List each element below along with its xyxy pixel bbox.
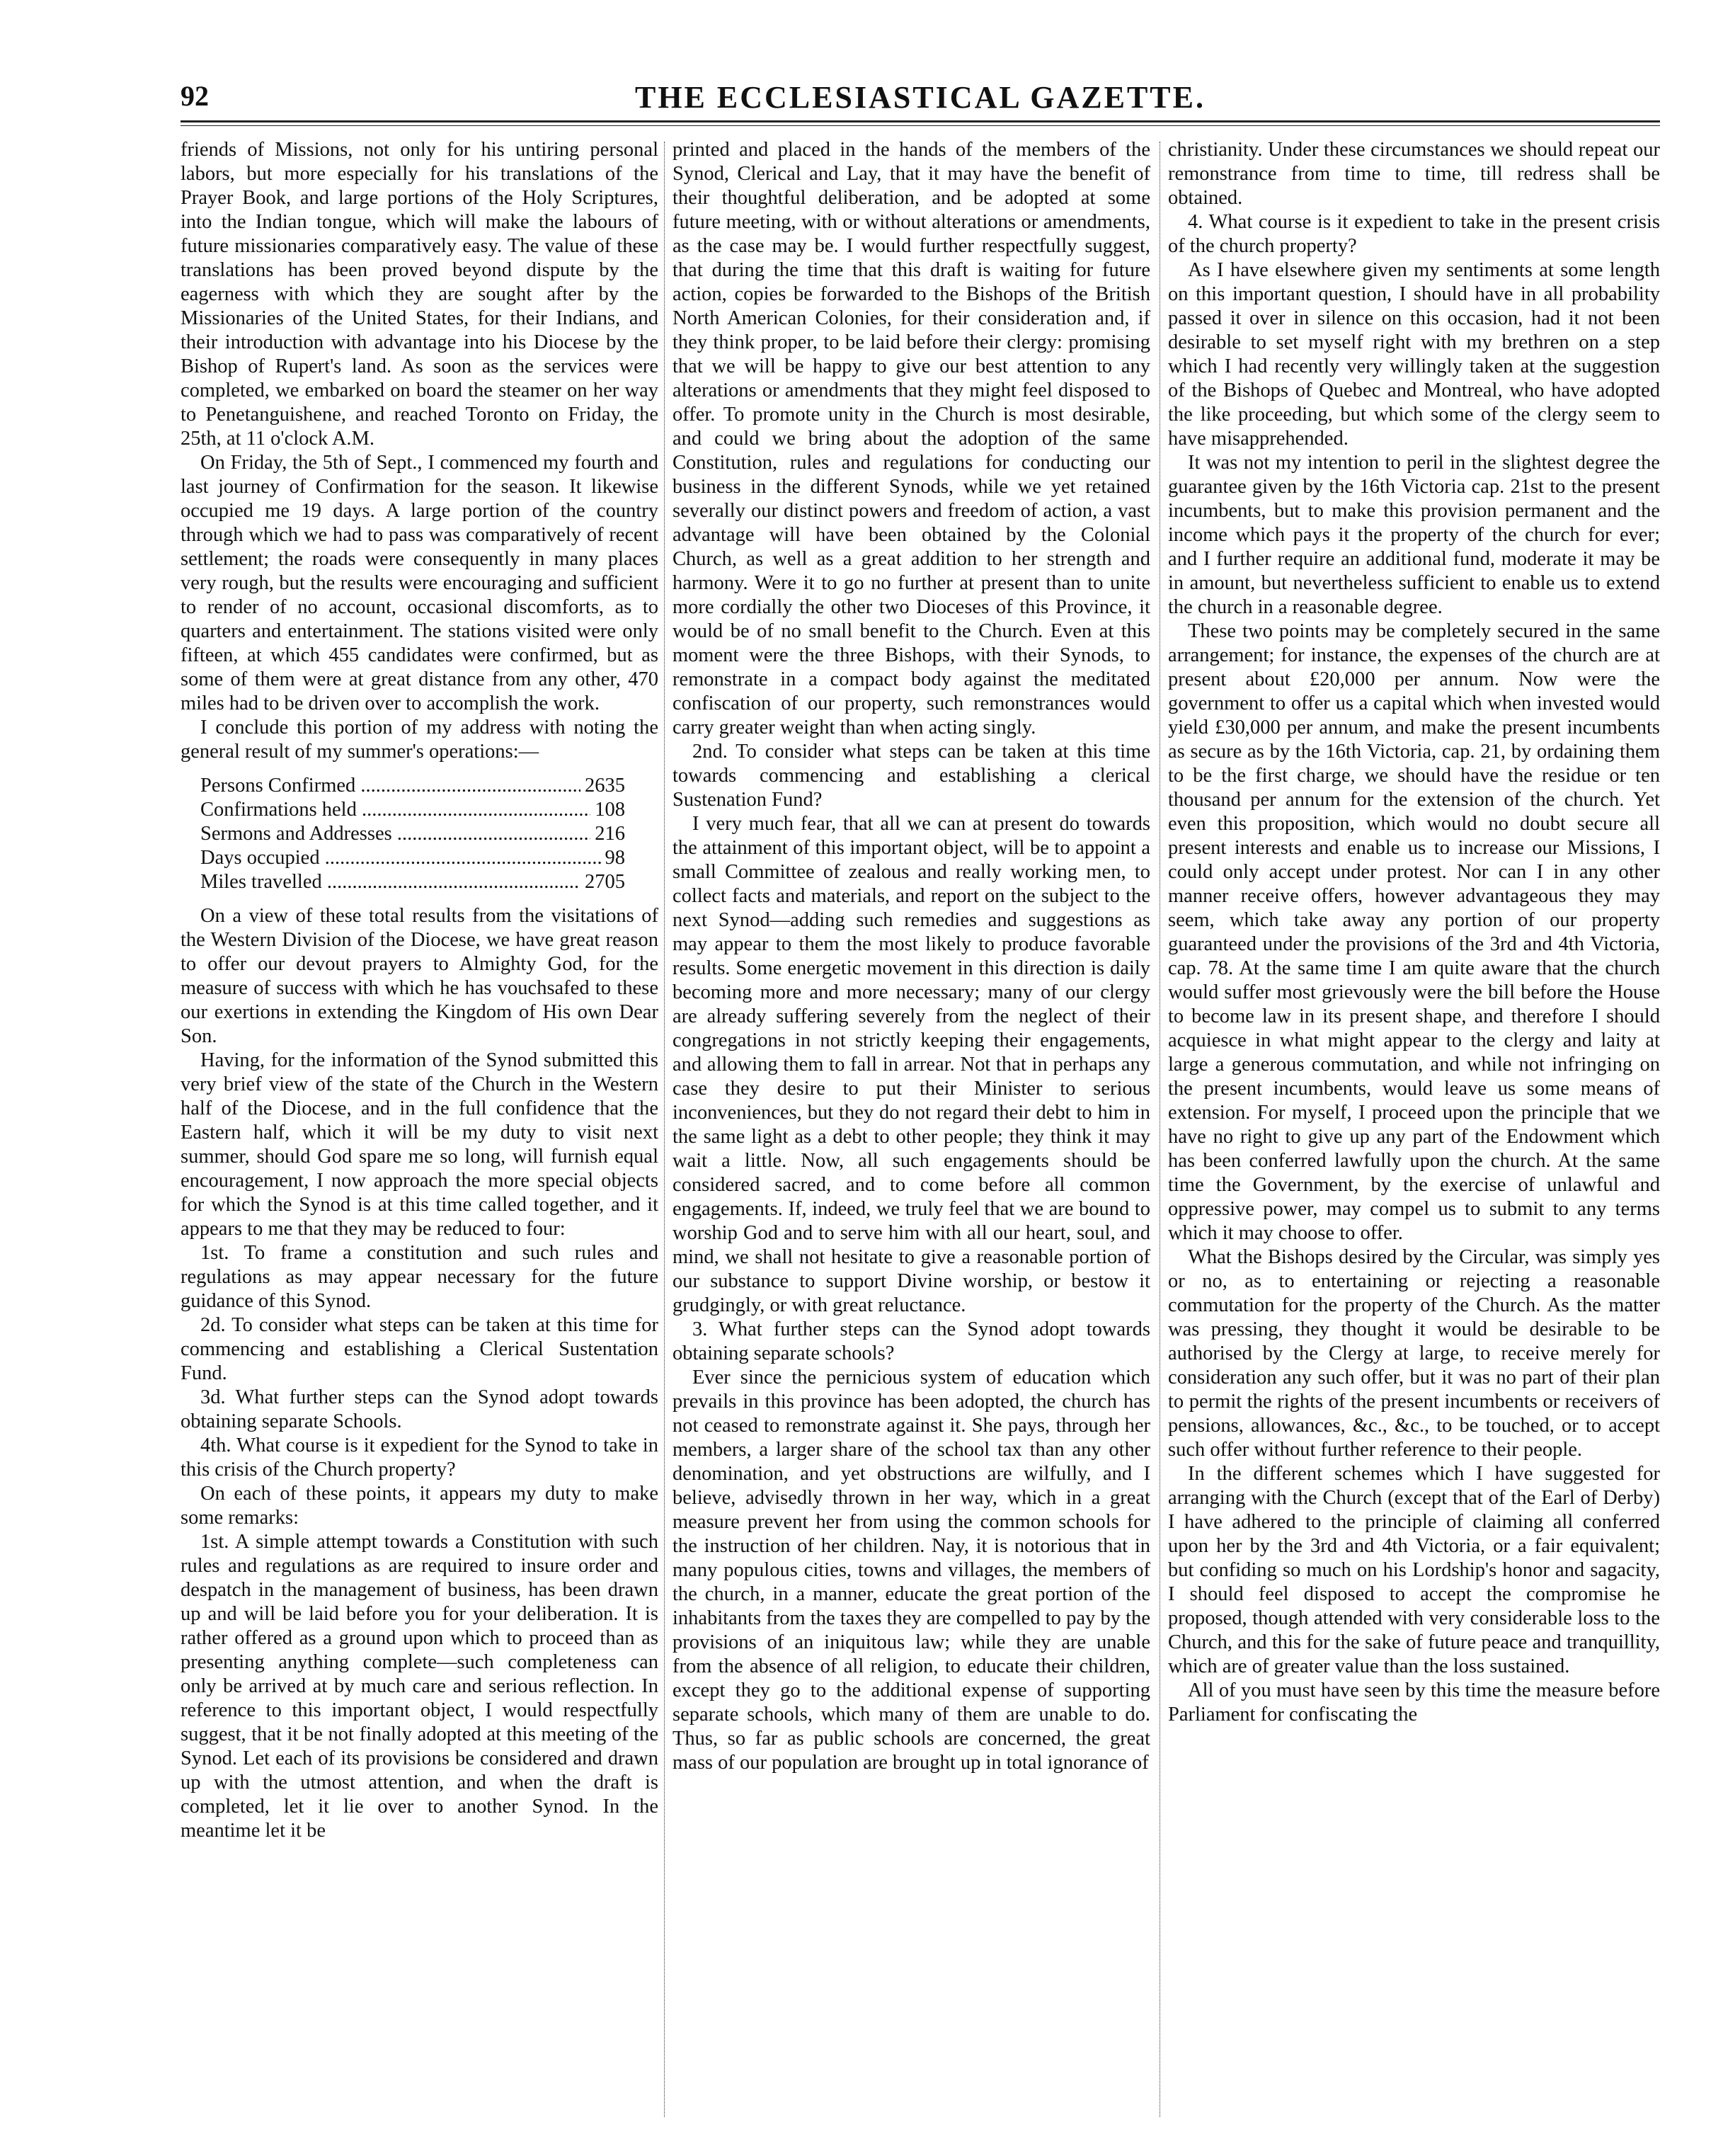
paragraph: 4. What course is it expedient to take in the present crisis of the church property?	[1168, 211, 1660, 257]
stats-label: Days occupied .....	[200, 846, 601, 870]
stats-row	[200, 846, 625, 870]
column-divider	[664, 142, 665, 2117]
paragraph: Ever since the pernicious system of education which prevails in this province has been adopted, the church has not ceased to remonstrate against it. She pays, through her members, a larger share of the school tax than any other denomination, and yet obstructions are wilfully, and I believe, advisedly thrown in her way, which in a great measure prevent her from using the common schools for the instruction of her children. Nay, it is notorious that in many populous cities, towns and villages, the members of the church, in a manner, educate the great portion of the inhabitants from the taxes they are compelled to pay by the provisions of an iniquitous law; while they are unable from the absence of all religion, to educate their children, except they go to the additional expense of supporting separate schools, which many of them are unable to do. Thus, so far as public schools are concerned, the great mass of our population are brought up in total ignorance of	[672, 1367, 1150, 1774]
page-header	[181, 79, 1660, 122]
stats-row	[200, 774, 625, 798]
stats-row	[200, 870, 625, 894]
paragraph: It was not my intention to peril in the slightest degree the guarantee given by the 16th Victoria cap. 21st to the present incumbents, but to make this provision permanent and the income which pays it the property of the church for ever; and I further require an additional fund, moderate it may be in amount, but nevertheless sufficient to enable us to extend the church in a reasonable degree.	[1168, 452, 1660, 618]
publication-title: THE ECCLESIASTICAL GAZETTE.	[634, 80, 1206, 115]
stats-value: 2705	[585, 871, 625, 893]
page-number: 92	[181, 80, 209, 112]
paragraph: 3. What further steps can the Synod adopt towards obtaining separate schools?	[672, 1318, 1150, 1364]
summary-stats-table	[200, 774, 625, 894]
stats-row	[200, 798, 625, 822]
paragraph: On each of these points, it appears my duty to make some remarks:	[181, 1483, 658, 1529]
paragraph: 2d. To consider what steps can be taken at this time for commencing and establishing a Clerical Sustentation Fund.	[181, 1314, 658, 1384]
paragraph: As I have elsewhere given my sentiments at some length on this important question, I should have in all probability passed it over in silence on this occasion, had it not been desirable to set myself right with my brethren on a step which I had recently very willingly taken at the suggestion of the Bishops of Quebec and Montreal, who have adopted the like proceeding, but which some of the clergy seem to have misapprehended.	[1168, 259, 1660, 450]
paragraph: 4th. What course is it expedient for the Synod to take in this crisis of the Church property?	[181, 1435, 658, 1481]
paragraph: I conclude this portion of my address with noting the general result of my summer's operations:—	[181, 717, 658, 763]
paragraph: All of you must have seen by this time the measure before Parliament for confiscating the	[1168, 1679, 1660, 1726]
paragraph: On a view of these total results from the visitations of the Western Division of the Diocese, we have great reason to offer our devout prayers to Almighty God, for the measure of success with which he has vouchsafed to these our exertions in extending the Kingdom of His own Dear Son.	[181, 905, 658, 1047]
column-1	[181, 138, 658, 2121]
paragraph: printed and placed in the hands of the members of the Synod, Clerical and Lay, that it may have the benefit of their thoughtful deliberation, and be adopted at some future meeting, with or without alterations or amendments, as the case may be. I would further respectfully suggest, that during the time that this draft is waiting for future action, copies be forwarded to the Bishops of the British North American Colonies, for their consideration and, if they think proper, to be laid before their clergy: promising that we will be happy to give our best attention to any alterations or amendments that they might feel disposed to offer. To promote unity in the Church is most desirable, and could we bring about the adoption of the same Constitution, rules and regulations for conducting our business in the different Synods, while we yet retained severally our distinct powers and freedom of action, a vast advantage will have been obtained by the Colonial Church, as well as a great addition to her strength and harmony. Were it to go no further at present than to unite more cordially the other two Dioceses of this Province, it would be of no small benefit to the Church. Even at this moment were the three Bishops, with their Synods, to remonstrate in a compact body against the meditated confiscation of our property, such remonstrances would carry greater weight than when acting singly.	[672, 139, 1150, 738]
paragraph: Having, for the information of the Synod submitted this very brief view of the state of the Church in the Western half of the Diocese, and in the full confidence that the Eastern half, which it will be my duty to visit next summer, should God spare me so long, will furnish equal encouragement, I now approach the more special objects for which the Synod is at this time called together, and it appears to me that they may be reduced to four:	[181, 1049, 658, 1240]
column-2	[672, 138, 1150, 2121]
paragraph: 2nd. To consider what steps can be taken at this time towards commencing and establishing a clerical Sustenation Fund?	[672, 741, 1150, 811]
paragraph: 3d. What further steps can the Synod adopt towards obtaining separate Schools.	[181, 1386, 658, 1432]
stats-label: Miles travelled .....	[200, 870, 580, 894]
paragraph: What the Bishops desired by the Circular, was simply yes or no, as to entertaining or rejecting a reasonable commutation for the property of the Church. As the matter was pressing, they thought it would be desirable to be authorised by the Clergy at large, to receive merely for consideration any such offer, but it was no part of their plan to permit the rights of the present incumbents or receivers of pensions, allowances, &c., &c., to be touched, or to accept such offer without further reference to their people.	[1168, 1246, 1660, 1461]
paragraph: 1st. A simple attempt towards a Constitution with such rules and regulations as are required to insure order and despatch in the management of business, has been drawn up and will be laid before you for your deliberation. It is rather offered as a ground upon which to proceed than as presenting anything complete—such completeness can only be arrived at by much care and serious reflection. In reference to this important object, I would respectfully suggest, that it be not finally adopted at this meeting of the Synod. Let each of its provisions be considered and drawn up with the utmost attention, and when the draft is completed, let it lie over to another Synod. In the meantime let it be	[181, 1531, 658, 1842]
header-rule	[181, 120, 1660, 122]
stats-label: Sermons and Addresses .....	[200, 822, 590, 846]
stats-value: 2635	[585, 775, 625, 797]
header-rule-thin	[181, 125, 1660, 126]
paragraph: christianity. Under these circumstances we should repeat our remonstrance from time to time, till redress shall be obtained.	[1168, 139, 1660, 209]
stats-row	[200, 822, 625, 846]
stats-value: 216	[595, 823, 625, 845]
stats-value: 108	[595, 799, 625, 821]
paragraph: friends of Missions, not only for his untiring personal labors, but more especially for his translations of the Prayer Book, and large portions of the Holy Scriptures, into the Indian tongue, which will make the labours of future missionaries comparatively easy. The value of these translations has been proved beyond dispute by the eagerness with which they are sought after by the Missionaries of the United States, for their Indians, and their introduction with advantage into his Diocese by the Bishop of Rupert's land. As soon as the services were completed, we embarked on board the steamer on her way to Penetanguishene, and reached Toronto on Friday, the 25th, at 11 o'clock A.M.	[181, 139, 658, 450]
paragraph: I very much fear, that all we can at present do towards the attainment of this important object, will be to appoint a small Committee of zealous and really working men, to collect facts and materials, and report on the subject to the next Synod—adding such remedies and suggestions as may appear to them the most likely to produce favorable results. Some energetic movement in this direction is daily becoming more and more necessary; many of our clergy are already suffering severely from the neglect of their congregations in not strictly keeping their engagements, and allowing them to fall in arrear. Not that in perhaps any case they desire to put their Minister to serious inconveniences, but they do not regard their debt to him in the same light as a debt to other people; they think it may wait a little. Now, all such engagements should be considered sacred, and to come before all common engagements. If, indeed, we truly feel that we are bound to worship God and to serve him with all our heart, soul, and mind, we shall not hesitate to give a reasonable portion of our substance to support Divine worship, or bestow it grudgingly, or with great reluctance.	[672, 813, 1150, 1316]
stats-label: Persons Confirmed .....	[200, 774, 580, 798]
stats-value: 98	[605, 847, 625, 869]
paragraph: These two points may be completely secured in the same arrangement; for instance, the expenses of the church are at present about £20,000 per annum. Now were the government to offer us a capital which when invested would yield £30,000 per annum, and make the present incumbents as secure as by the 16th Victoria, cap. 21, by ordaining them to be the first charge, we should have the residue or ten thousand per annum for the extension of the church. Yet even this proposition, which would no doubt secure all present interests and enable us to increase our Missions, I could only accept under protest. Nor can I in any other manner receive offers, however advantageous they may seem, which take away any portion of our property guaranteed under the provisions of the 3rd and 4th Victoria, cap. 78. At the same time I am quite aware that the church would suffer most grievously were the bill before the House to become law in its present shape, and therefore I should acquiesce in what might appear to the clergy and laity at large a generous commutation, and while not infringing on the present incumbents, would leave us some means of extension. For myself, I proceed upon the principle that we have no right to give up any part of the Endowment which has been conferred lawfully upon the church. At the same time the Government, by the exercise of unlawful and oppressive power, may compel us to submit to any terms which it may choose to offer.	[1168, 620, 1660, 1244]
column-3	[1168, 138, 1660, 2121]
paragraph: On Friday, the 5th of Sept., I commenced my fourth and last journey of Confirmation for the season. It likewise occupied me 19 days. A large portion of the country through which we had to pass was comparatively of recent settlement; the roads were consequently in many places very rough, but the results were encouraging and sufficient to render of no account, occasional discomforts, as to quarters and entertainment. The stations visited were only fifteen, at which 455 candidates were confirmed, but as some of them were at great distance from any other, 470 miles had to be driven over to accomplish the work.	[181, 452, 658, 714]
paragraph: In the different schemes which I have suggested for arranging with the Church (except that of the Earl of Derby) I have adhered to the principle of claiming all conferred upon her by the 3rd and 4th Victoria, or a fair equivalent; but confiding so much on his Lordship's honor and sagacity, I should feel disposed to accept the compromise he proposed, though attended with very considerable loss to the Church, and this for the sake of future peace and tranquillity, which are of greater value than the loss sustained.	[1168, 1463, 1660, 1677]
paragraph: 1st. To frame a constitution and such rules and regulations as may appear necessary for the future guidance of this Synod.	[181, 1242, 658, 1312]
stats-label: Confirmations held .....	[200, 798, 590, 822]
